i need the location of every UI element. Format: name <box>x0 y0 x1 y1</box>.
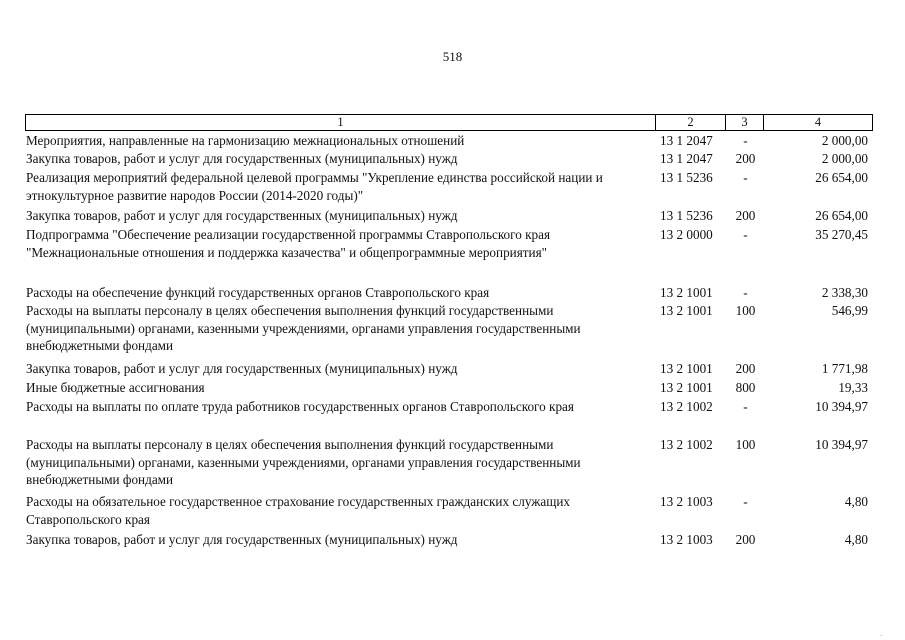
row-amount: 19,33 <box>838 380 868 395</box>
row-description: Закупка товаров, работ и услуг для государственных (муниципальных) нужд <box>26 532 458 547</box>
row-amount: 2 000,00 <box>821 151 868 166</box>
row-description: Иные бюджетные ассигнования <box>26 380 205 395</box>
row-description: Расходы на обеспечение функций государственных органов Ставропольского края <box>26 285 490 300</box>
header-col-2: 2 <box>656 115 726 130</box>
row-amount: 2 338,30 <box>821 285 868 300</box>
row-type: - <box>743 285 748 300</box>
row-code: 13 2 1001 <box>660 380 713 395</box>
scan-speck: . <box>880 628 883 638</box>
row-amount: 4,80 <box>844 494 868 509</box>
row-code: 13 2 1001 <box>660 361 713 376</box>
row-type: 200 <box>735 532 756 547</box>
row-code: 13 1 5236 <box>660 208 713 223</box>
row-code: 13 2 0000 <box>660 227 713 242</box>
row-type: - <box>743 133 748 148</box>
row-description: Закупка товаров, работ и услуг для государственных (муниципальных) нужд <box>26 361 458 376</box>
row-amount: 26 654,00 <box>815 208 868 223</box>
row-type: - <box>743 399 748 414</box>
header-col-3: 3 <box>726 115 764 130</box>
row-code: 13 1 2047 <box>660 133 713 148</box>
row-amount: 26 654,00 <box>815 170 868 185</box>
row-amount: 35 270,45 <box>815 227 868 242</box>
row-description: Реализация мероприятий федеральной целевой программы "Укрепление единства российской нации и этнокультурное развитие народов России (2014-2020 годы)" <box>26 170 603 203</box>
row-code: 13 2 1002 <box>660 437 713 452</box>
row-code: 13 2 1003 <box>660 532 713 547</box>
row-type: - <box>743 227 748 242</box>
row-description: Расходы на выплаты персоналу в целях обеспечения выполнения функций государственными (муниципальными) органами, казенными учреждениями, органами управления государственными внебюджетными фондами <box>26 303 581 353</box>
header-col-4: 4 <box>814 115 822 129</box>
row-type: 800 <box>735 380 756 395</box>
row-description: Мероприятия, направленные на гармонизацию межнациональных отношений <box>26 133 465 148</box>
row-description: Расходы на выплаты персоналу в целях обеспечения выполнения функций государственными (муниципальными) органами, казенными учреждениями, органами управления государственными внебюджетными фондами <box>26 437 581 487</box>
row-code: 13 2 1001 <box>660 285 713 300</box>
table-header <box>25 114 873 131</box>
row-amount: 10 394,97 <box>815 399 868 414</box>
row-code: 13 2 1001 <box>660 303 713 318</box>
row-code: 13 1 5236 <box>660 170 713 185</box>
row-code: 13 1 2047 <box>660 151 713 166</box>
row-type: - <box>743 494 748 509</box>
row-code: 13 2 1003 <box>660 494 713 509</box>
row-type: - <box>743 170 748 185</box>
row-amount: 2 000,00 <box>821 133 868 148</box>
page-number: 518 <box>442 49 463 64</box>
row-type: 100 <box>735 437 756 452</box>
row-amount: 10 394,97 <box>815 437 868 452</box>
row-description: Расходы на выплаты по оплате труда работников государственных органов Ставропольского края <box>26 399 574 414</box>
row-description: Закупка товаров, работ и услуг для государственных (муниципальных) нужд <box>26 208 458 223</box>
row-code: 13 2 1002 <box>660 399 713 414</box>
row-type: 200 <box>735 361 756 376</box>
row-type: 200 <box>735 208 756 223</box>
row-description: Подпрограмма "Обеспечение реализации государственной программы Ставропольского края "Межнациональные отношения и поддержка казачества" и общепрограммные мероприятия" <box>26 227 551 260</box>
row-amount: 1 771,98 <box>821 361 868 376</box>
row-description: Закупка товаров, работ и услуг для государственных (муниципальных) нужд <box>26 151 458 166</box>
header-col-1: 1 <box>26 115 656 130</box>
row-amount: 546,99 <box>831 303 868 318</box>
row-type: 200 <box>735 151 756 166</box>
row-amount: 4,80 <box>844 532 868 547</box>
row-type: 100 <box>735 303 756 318</box>
row-description: Расходы на обязательное государственное страхование государственных гражданских служащих Ставропольского края <box>26 494 571 527</box>
